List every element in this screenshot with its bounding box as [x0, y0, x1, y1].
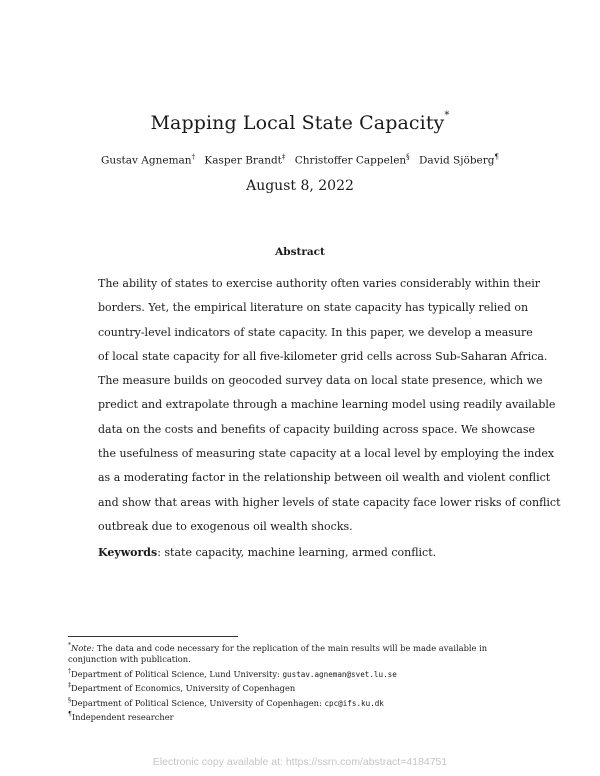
footnote-email[interactable]: cpc@ifs.ku.dk — [324, 698, 384, 708]
author-mark: ‡ — [281, 153, 286, 161]
abstract-line: The ability of states to exercise authority often varies considerably within their — [98, 277, 541, 290]
author-list — [0, 153, 600, 167]
keywords-line — [98, 546, 518, 559]
abstract-line: borders. Yet, the empirical literature on state capacity has typically relied on — [98, 301, 529, 315]
author-name: Kasper Brandt — [204, 154, 282, 167]
footnote-mark: ‡ — [68, 682, 71, 690]
keywords-text: : state capacity, machine learning, armed conflict. — [157, 546, 437, 559]
footnote-mark: * — [68, 642, 71, 649]
footnote-mark: † — [68, 667, 71, 675]
footnote-affiliation-text: Department of Political Science, University of Copenhagen: — [71, 697, 325, 708]
ssrn-watermark[interactable]: Electronic copy available at: https://ssrn.com/abstract=4184751 — [152, 756, 448, 768]
footnote-affiliation — [68, 666, 538, 680]
footnote-note-label: Note: — [71, 642, 95, 653]
abstract-line: the usefulness of measuring state capacity at a local level by employing the index — [98, 447, 555, 461]
footnote-affiliation-text: Department of Political Science, Lund University: — [71, 668, 283, 679]
paper-date: August 8, 2022 — [246, 178, 354, 194]
footnote-divider — [68, 636, 238, 637]
abstract-line: data on the costs and benefits of capacity building across space. We showcase — [98, 422, 536, 436]
abstract-line: outbreak due to exogenous oil wealth shocks. — [98, 519, 353, 533]
footnote-email[interactable]: gustav.agneman@svet.lu.se — [282, 669, 397, 679]
title-footnote-mark: * — [444, 110, 450, 121]
keywords-label: Keywords — [98, 546, 158, 559]
author-item — [419, 153, 499, 167]
abstract-line: and show that areas with higher levels of state capacity face lower risks of conflict — [98, 495, 561, 509]
abstract-heading: Abstract — [275, 246, 325, 258]
paper-title — [0, 112, 600, 134]
abstract-line: as a moderating factor in the relationship between oil wealth and violent conflict — [98, 471, 551, 485]
author-mark: § — [406, 153, 410, 161]
author-name: Gustav Agneman — [101, 154, 192, 167]
footnote-note-text: The data and code necessary for the replication of the main results will be made available in — [94, 642, 488, 653]
footnote-affiliation — [68, 709, 538, 723]
footnote-note — [68, 640, 538, 654]
abstract-line: predict and extrapolate through a machine learning model using readily available — [98, 398, 556, 412]
footnotes — [68, 640, 538, 723]
author-name: Christoffer Cappelen — [294, 154, 407, 167]
author-item — [101, 153, 195, 167]
author-name: David Sjöberg — [419, 154, 495, 167]
author-mark: ¶ — [494, 153, 499, 161]
paper-title-text: Mapping Local State Capacity — [150, 112, 445, 134]
abstract-line: The measure builds on geocoded survey data on local state presence, which we — [98, 374, 543, 388]
footnote-affiliation — [68, 695, 538, 709]
footnote-note-cont: conjunction with publication. — [68, 654, 191, 665]
footnote-mark: § — [68, 696, 71, 704]
footnote-affiliation — [68, 680, 538, 694]
author-item — [204, 153, 285, 167]
footnote-affiliation-text: Independent researcher — [71, 711, 174, 722]
abstract-line: of local state capacity for all five-kilometer grid cells across Sub-Saharan Africa. — [98, 349, 548, 363]
abstract-body — [98, 272, 561, 539]
footnote-mark: ¶ — [68, 711, 72, 719]
footnote-affiliation-text: Department of Economics, University of Copenhagen — [71, 683, 296, 694]
author-item — [295, 153, 410, 167]
author-mark: † — [191, 153, 196, 161]
abstract-line: country-level indicators of state capacity. In this paper, we develop a measure — [98, 325, 533, 339]
